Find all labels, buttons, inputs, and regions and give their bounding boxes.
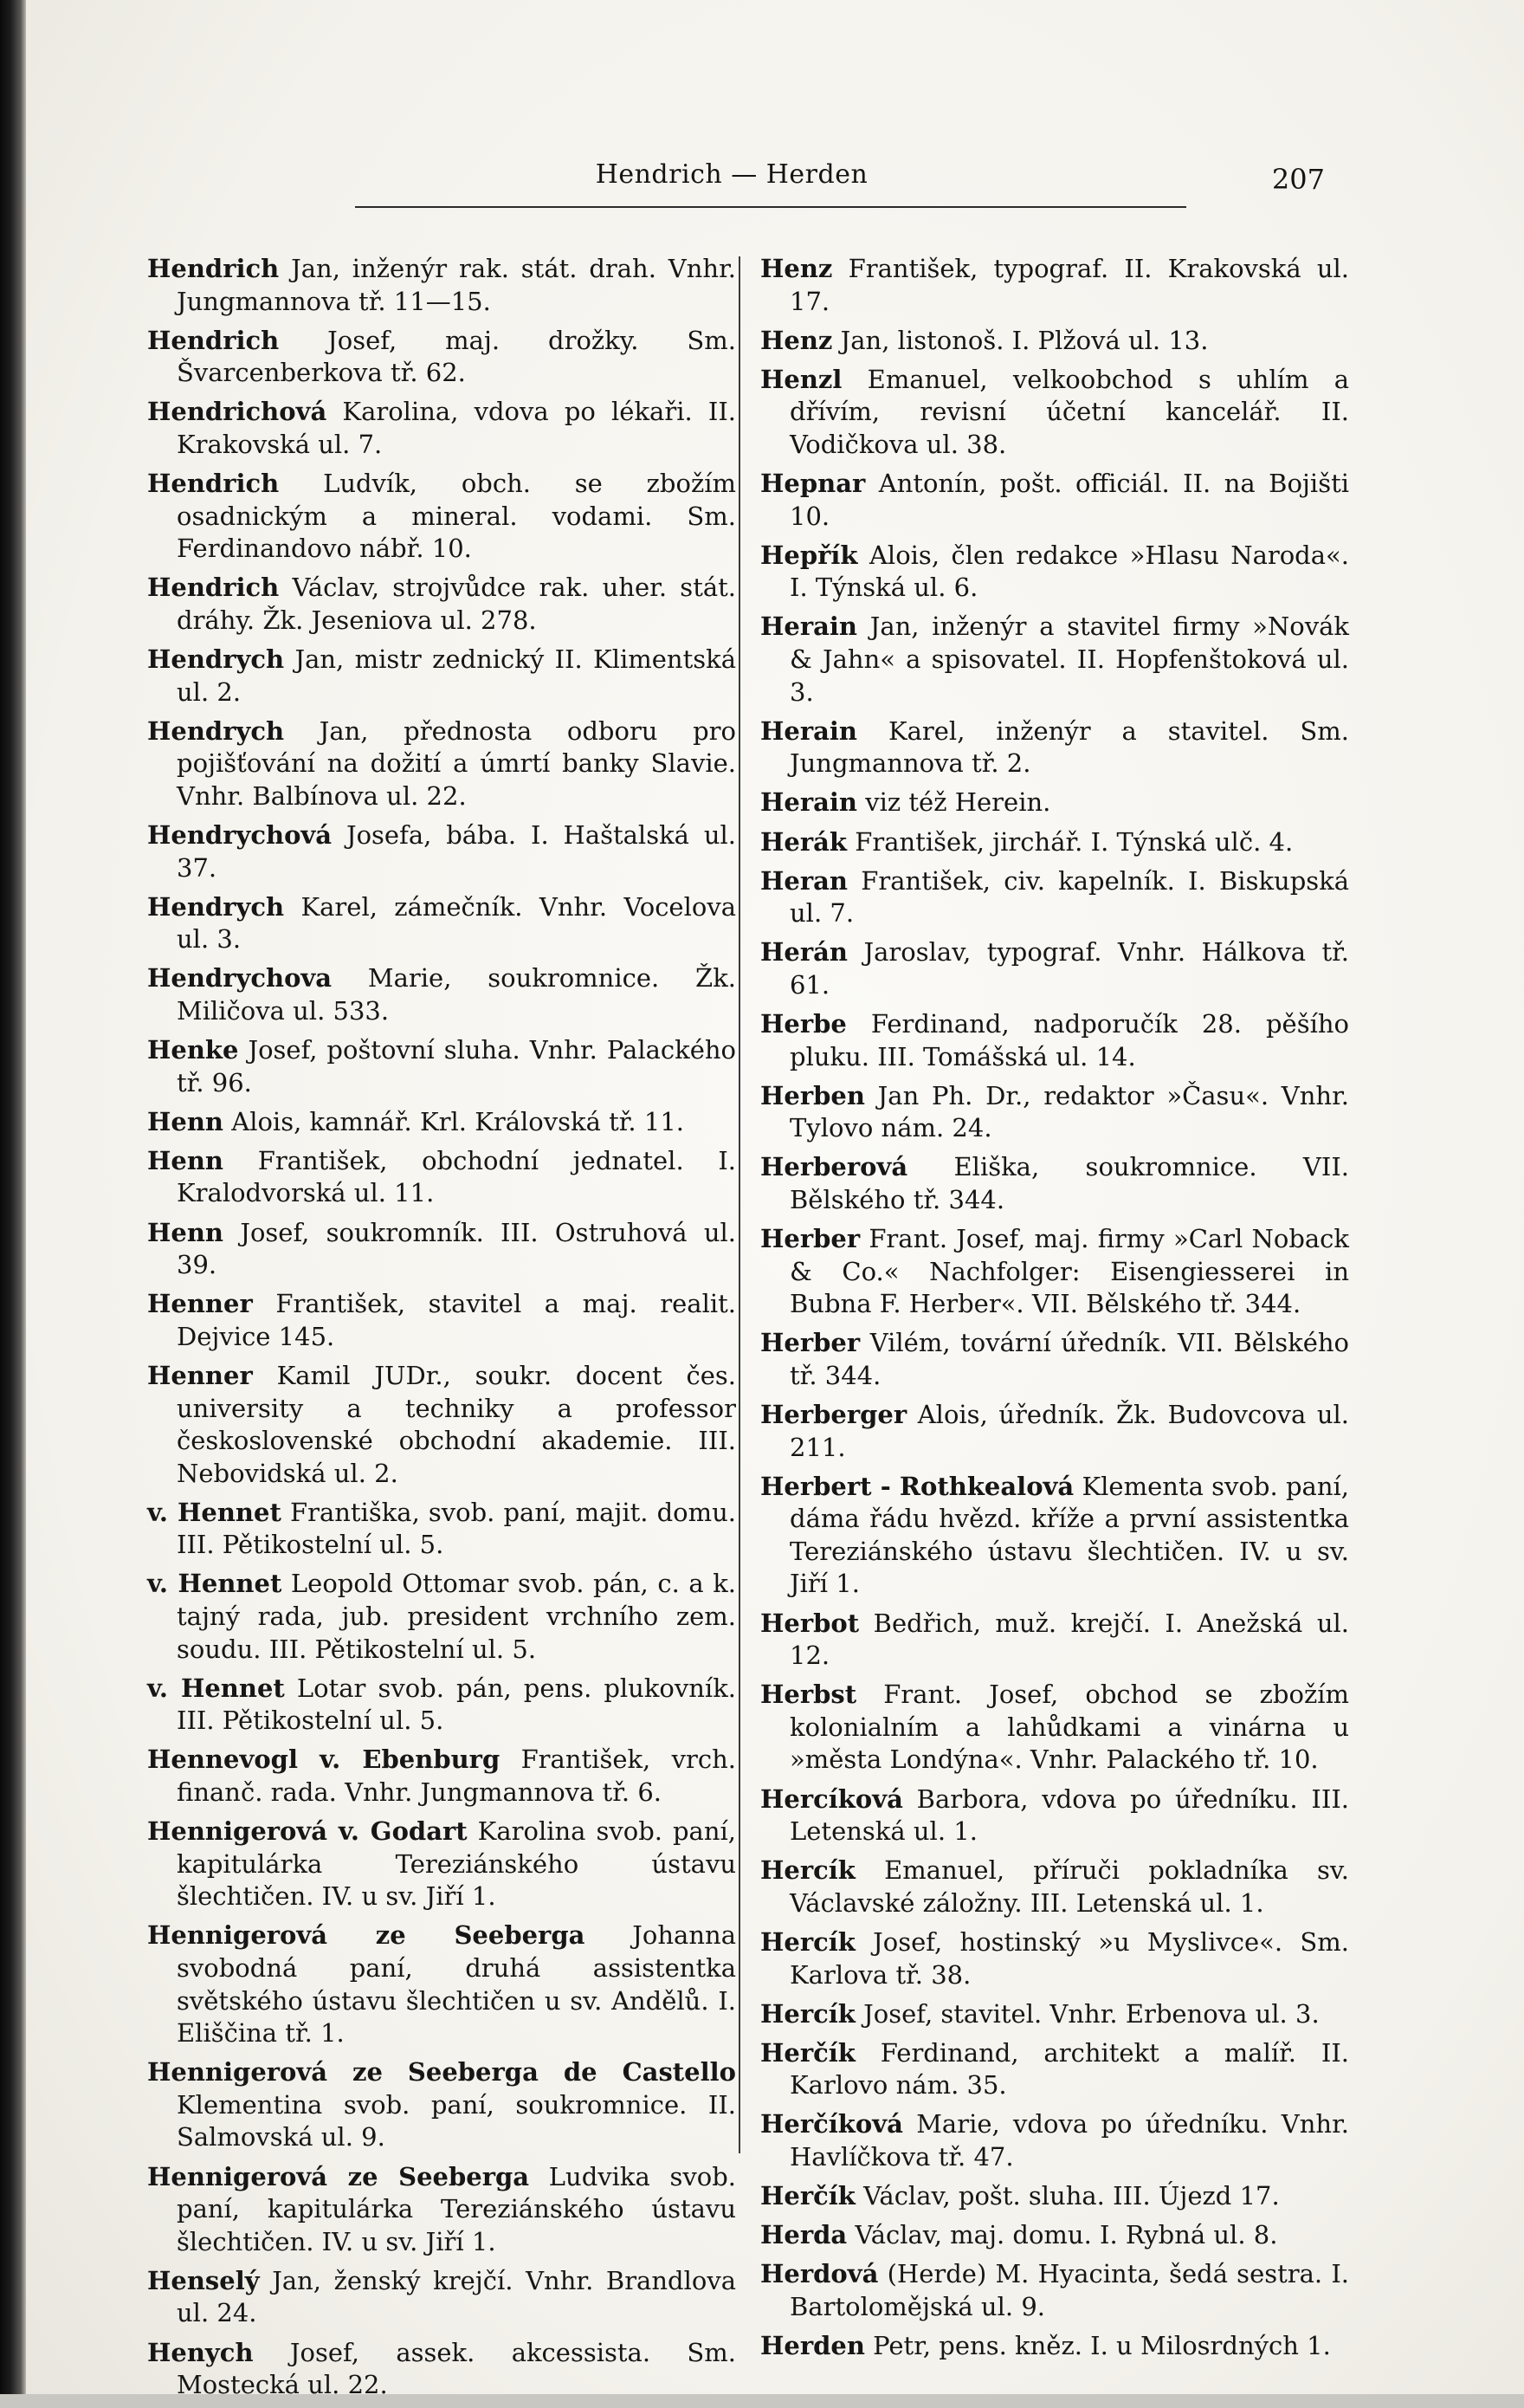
directory-entry — [147, 644, 736, 709]
entry-details: Alois, kamnář. Krl. Královská tř. 11. — [231, 1106, 684, 1136]
entry-details: viz též Herein. — [865, 787, 1051, 818]
entry-details: Kamil JUDr., soukr. docent čes. university a techniky a professor československé obchodní akademie. III. Nebovidská ul. 2. — [177, 1360, 736, 1488]
directory-entry — [147, 2265, 736, 2330]
directory-entry — [147, 1217, 736, 1282]
entry-name: Herben — [760, 1080, 865, 1110]
directory-entry — [147, 962, 736, 1027]
directory-entry — [147, 819, 736, 884]
entry-details: František, stavitel a maj. realit. Dejvice 145. — [177, 1289, 737, 1351]
entry-details: Václav, pošt. sluha. III. Újezd 17. — [863, 2181, 1280, 2211]
entry-name: Hennigerová v. Godart — [147, 1816, 468, 1847]
entry-details: Václav, maj. domu. I. Rybná ul. 8. — [855, 2220, 1278, 2250]
entry-name: Hennigerová ze Seeberga de Castello — [147, 2057, 736, 2088]
entry-details: Jan, inženýr a stavitel firmy »Novák & Jahn« a spisovatel. II. Hopfenštoková ul. 3. — [790, 612, 1350, 707]
directory-entry — [147, 1919, 736, 2049]
entry-details: Emanuel, příruči pokladníka sv. Václavské záložny. III. Letenská ul. 1. — [790, 1855, 1350, 1918]
entry-details: Barbora, vdova po úředníku. III. Letenská ul. 1. — [790, 1783, 1350, 1847]
directory-entry — [760, 715, 1349, 780]
directory-entry — [147, 253, 736, 318]
directory-entry — [147, 1145, 736, 1210]
entry-name: Herčíková — [760, 2109, 903, 2139]
directory-entry — [760, 611, 1349, 709]
entry-details: Bedřich, muž. krejčí. I. Anežská ul. 12. — [790, 1608, 1349, 1671]
entry-details: Josef, soukromník. III. Ostruhová ul. 39. — [177, 1217, 737, 1280]
entry-name: Heran — [760, 865, 849, 896]
directory-entry — [147, 2161, 736, 2259]
entry-name: Hendrychová — [147, 820, 333, 850]
book-binding-edge — [0, 0, 26, 2394]
entry-details: Emanuel, velkoobchod s uhlím a dřívím, revisní účetní kancelář. II. Vodičkova ul. 38. — [790, 364, 1350, 459]
header-rule — [355, 206, 1186, 208]
directory-entry — [147, 1744, 736, 1809]
entry-name: Henner — [147, 1289, 253, 1319]
entry-details: Ferdinand, nadporučík 28. pěšího pluku. III. Tomášská ul. 14. — [790, 1008, 1349, 1071]
page-number: 207 — [1271, 163, 1325, 196]
directory-entry — [760, 364, 1349, 462]
entry-name: Herain — [760, 787, 858, 818]
directory-entry — [760, 1399, 1349, 1464]
entry-name: Henner — [147, 1360, 253, 1390]
entry-name: v. Hennet — [147, 1497, 281, 1527]
entry-details: Alois, úředník. Žk. Budovcova ul. 211. — [790, 1400, 1349, 1462]
directory-entry — [147, 1816, 736, 1913]
entry-details: Jan, inženýr rak. stát. drah. Vnhr. Jungmannova tř. 11—15. — [177, 254, 737, 316]
directory-entry — [147, 396, 736, 461]
directory-entry — [760, 1008, 1349, 1073]
entry-name: Hercíková — [760, 1783, 903, 1814]
entry-details: Josefa, bába. I. Haštalská ul. 37. — [177, 820, 736, 883]
entry-name: Herčík — [760, 2037, 856, 2068]
directory-entry — [760, 1327, 1349, 1392]
entry-details: Františka, svob. paní, majit. domu. III. Pětikostelní ul. 5. — [177, 1497, 737, 1560]
running-head: Hendrich — Herden — [595, 159, 869, 190]
entry-name: Hepřík — [760, 540, 858, 570]
directory-entry — [760, 865, 1349, 930]
entry-name: Herber — [760, 1328, 861, 1358]
entry-name: Henn — [147, 1145, 224, 1175]
entry-details: Jan, přednosta odboru pro pojišťování na dožití a úmrtí banky Slavie. Vnhr. Balbínova ul. 22. — [177, 715, 736, 811]
entry-name: Herčík — [760, 2181, 856, 2211]
entry-details: Ludvika svob. paní, kapitulárka Tereziánského ústavu šlechtičen. IV. u sv. Jiří 1. — [177, 2161, 737, 2256]
entry-details: Jan, ženský krejčí. Vnhr. Brandlova ul. 24. — [177, 2265, 736, 2328]
entry-details: Josef, hostinský »u Myslivce«. Sm. Karlova tř. 38. — [790, 1926, 1349, 1990]
directory-entry — [760, 1679, 1349, 1777]
directory-entry — [147, 1288, 736, 1353]
entry-details: Alois, člen redakce »Hlasu Naroda«. I. Týnská ul. 6. — [790, 540, 1349, 603]
entry-details: Vilém, tovární úředník. VII. Bělského tř. 344. — [790, 1328, 1349, 1390]
entry-details: Karel, zámečník. Vnhr. Vocelova ul. 3. — [177, 891, 736, 955]
entry-name: Hendrychova — [147, 963, 333, 994]
entry-details: Jan, listonoš. I. Plžová ul. 13. — [840, 325, 1209, 355]
directory-entry — [147, 1034, 736, 1099]
directory-entry — [760, 826, 1349, 859]
entry-name: Henz — [760, 325, 833, 355]
entry-details: Petr, pens. kněz. I. u Milosrdných 1. — [873, 2330, 1331, 2360]
entry-name: Herain — [760, 715, 858, 746]
entry-name: Hendrichová — [147, 397, 327, 427]
entry-name: Henselý — [147, 2265, 260, 2295]
directory-entry — [147, 325, 736, 390]
directory-entry — [760, 786, 1349, 819]
entry-name: Hendrich — [147, 325, 280, 355]
entry-name: Herberger — [760, 1400, 907, 1429]
directory-entry — [760, 1783, 1349, 1848]
entry-details: Josef, stavitel. Vnhr. Erbenova ul. 3. — [863, 1998, 1320, 2029]
directory-entry — [147, 891, 736, 956]
directory-entry — [147, 2056, 736, 2154]
entry-name: Herbst — [760, 1680, 857, 1710]
directory-entry — [147, 1673, 736, 1738]
entry-name: Herbot — [760, 1608, 860, 1638]
entry-name: Herain — [760, 612, 858, 642]
directory-entry — [760, 1608, 1349, 1673]
entry-details: Jan Ph. Dr., redaktor »Času«. Vnhr. Tylovo nám. 24. — [790, 1080, 1349, 1143]
directory-entry — [760, 1080, 1349, 1145]
entry-details: Jaroslav, typograf. Vnhr. Hálkova tř. 61. — [790, 937, 1350, 1000]
directory-entry — [760, 1926, 1349, 1991]
directory-entry — [760, 1151, 1349, 1216]
entry-details: Ludvík, obch. se zbožím osadnickým a mineral. vodami. Sm. Ferdinandovo nábř. 10. — [177, 469, 736, 564]
entry-details: Leopold Ottomar svob. pán, c. a k. tajný rada, jub. president vrchního zem. soudu. III. Pětikostelní ul. 5. — [177, 1569, 736, 1664]
entry-details: Karel, inženýr a stavitel. Sm. Jungmannova tř. 2. — [790, 715, 1349, 779]
entry-details: František, civ. kapelník. I. Biskupská ul. 7. — [790, 865, 1350, 929]
directory-entry — [147, 2337, 736, 2402]
directory-entry — [147, 715, 736, 813]
entry-details: Marie, soukromnice. Žk. Miličova ul. 533. — [177, 963, 736, 1026]
entry-details: (Herde) M. Hyacinta, šedá sestra. I. Bartolomějská ul. 9. — [790, 2259, 1350, 2321]
entry-details: Josef, maj. drožky. Sm. Švarcenberkova tř. 62. — [177, 325, 736, 388]
entry-name: Henke — [147, 1035, 239, 1065]
column-divider — [739, 256, 740, 2153]
entry-details: Lotar svob. pán, pens. plukovník. III. Pětikostelní ul. 5. — [177, 1673, 736, 1736]
entry-name: Hendrich — [147, 573, 280, 603]
directory-entry — [760, 253, 1349, 318]
directory-entry — [147, 1360, 736, 1490]
entry-name: Hendrych — [147, 715, 285, 746]
entry-details: Václav, strojvůdce rak. uher. stát. dráhy. Žk. Jeseniova ul. 278. — [177, 573, 737, 635]
directory-entry — [760, 468, 1349, 533]
entry-details: Eliška, soukromnice. VII. Bělského tř. 344. — [790, 1152, 1349, 1214]
entry-details: Karolina svob. paní, kapitulárka Tereziánského ústavu šlechtičen. IV. u sv. Jiří 1. — [177, 1816, 736, 1912]
entry-details: Josef, poštovní sluha. Vnhr. Palackého tř. 96. — [177, 1035, 737, 1097]
entry-name: Hendrich — [147, 254, 280, 283]
entry-name: Henz — [760, 254, 833, 283]
entry-name: Hendrich — [147, 469, 280, 499]
entry-name: Hennigerová ze Seeberga — [147, 2161, 530, 2191]
entry-details: Klementina svob. paní, soukromnice. II. Salmovská ul. 9. — [177, 2089, 736, 2152]
entry-name: Hercík — [760, 1998, 856, 2029]
directory-entry — [760, 2037, 1349, 2102]
directory-entry — [760, 1855, 1349, 1919]
entry-name: Henych — [147, 2337, 254, 2367]
entry-details: Jan, mistr zednický II. Klimentská ul. 2. — [177, 644, 737, 707]
entry-name: v. Hennet — [147, 1569, 282, 1599]
entry-name: Herán — [760, 937, 849, 968]
entry-name: Henn — [147, 1106, 224, 1136]
directory-entry — [760, 1223, 1349, 1321]
entry-details: Josef, assek. akcessista. Sm. Mostecká ul. 22. — [177, 2337, 736, 2400]
entry-details: Frant. Josef, obchod se zbožím kolonialním a lahůdkami a vinárna u »města Londýna«. Vnhr. Palackého tř. 10. — [790, 1680, 1349, 1775]
entry-name: Hepnar — [760, 469, 866, 499]
entry-name: Herden — [760, 2330, 865, 2360]
entry-name: Henn — [147, 1217, 224, 1247]
directory-entry — [147, 1106, 736, 1139]
entry-name: Herda — [760, 2220, 848, 2250]
entry-name: Herbert - Rothkealová — [760, 1471, 1075, 1501]
directory-entry — [760, 2180, 1349, 2213]
directory-entry — [147, 572, 736, 637]
entry-details: František, typograf. II. Krakovská ul. 17. — [790, 254, 1350, 316]
entry-name: v. Hennet — [147, 1673, 285, 1703]
entry-name: Herberová — [760, 1152, 908, 1182]
entry-details: Antonín, pošt. officiál. II. na Bojišti 10. — [790, 469, 1350, 531]
entry-details: Frant. Josef, maj. firmy »Carl Noback & Co.« Nachfolger: Eisengiesserei in Bubna F. Herber«. VII. Bělského tř. 344. — [790, 1224, 1349, 1319]
entry-name: Herbe — [760, 1008, 847, 1039]
entry-details: František, obchodní jednatel. I. Kralodvorská ul. 11. — [177, 1145, 736, 1208]
entry-details: František, jirchář. I. Týnská ulč. 4. — [855, 826, 1294, 857]
directory-entry — [147, 468, 736, 566]
directory-entry — [760, 1998, 1349, 2031]
directory-entry — [147, 1568, 736, 1666]
entry-name: Hercík — [760, 1926, 856, 1957]
directory-entry — [760, 540, 1349, 605]
entry-details: Karolina, vdova po lékaři. II. Krakovská ul. 7. — [177, 397, 736, 459]
entry-name: Henzl — [760, 364, 843, 394]
directory-entry — [760, 2108, 1349, 2173]
entry-name: Hendrych — [147, 891, 285, 922]
directory-entry — [760, 325, 1349, 358]
directory-entry — [147, 1497, 736, 1562]
entry-details: František, vrch. finanč. rada. Vnhr. Jungmannova tř. 6. — [177, 1745, 736, 1808]
right-column — [760, 253, 1349, 2369]
entry-name: Hennigerová ze Seeberga — [147, 1920, 585, 1951]
entry-name: Hennevogl v. Ebenburg — [147, 1745, 500, 1775]
entry-name: Hercík — [760, 1855, 856, 1886]
directory-entry — [760, 2258, 1349, 2323]
entry-name: Herdová — [760, 2259, 879, 2289]
entry-details: Johanna svobodná paní, druhá assistentka světského ústavu šlechtičen u sv. Andělů. I. Eliščina tř. 1. — [177, 1920, 736, 2049]
entry-name: Herák — [760, 826, 848, 857]
entry-details: Klementa svob. paní, dáma řádu hvězd. kříže a první assistentka Tereziánského ústavu šlechtičen. IV. u sv. Jiří 1. — [790, 1471, 1349, 1599]
directory-entry — [760, 936, 1349, 1001]
directory-entry — [760, 2219, 1349, 2252]
entry-name: Herber — [760, 1224, 861, 1254]
directory-entry — [760, 1471, 1349, 1601]
entry-details: Marie, vdova po úředníku. Vnhr. Havlíčkova tř. 47. — [790, 2109, 1350, 2172]
page-header — [139, 159, 1325, 203]
left-column — [147, 253, 736, 2408]
directory-entry — [760, 2330, 1349, 2363]
entry-name: Hendrych — [147, 644, 285, 675]
entry-details: Ferdinand, architekt a malíř. II. Karlovo nám. 35. — [790, 2037, 1349, 2101]
